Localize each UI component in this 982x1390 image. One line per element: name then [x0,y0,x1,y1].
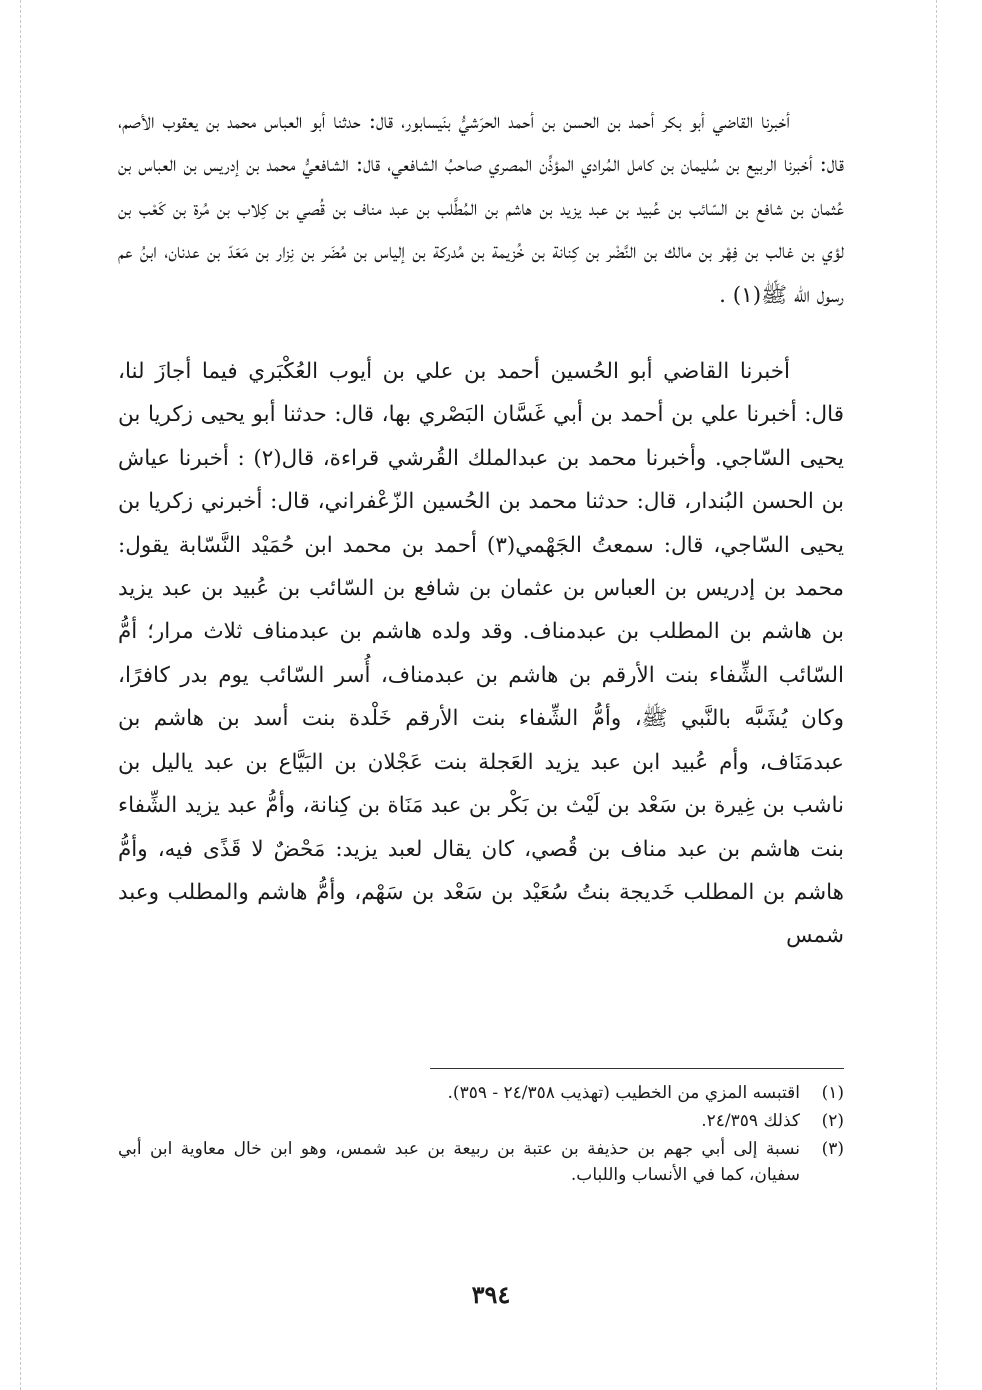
footnote-text: كذلك ٢٤/٣٥٩. [701,1111,800,1131]
footnote-1 [118,1080,844,1106]
scan-artifact-line-left [20,0,21,1390]
footnote-text: اقتبسه المزي من الخطيب (تهذيب ٢٤/٣٥٨ - ٣٥٩). [447,1083,800,1103]
footnote-number: (٣) [821,1139,844,1159]
page-number: ٣٩٤ [471,1280,511,1309]
scan-artifact-line-right [936,0,937,1390]
footnotes [118,1080,844,1190]
footnote-divider [430,1068,844,1069]
footnote-3 [118,1136,844,1188]
footnote-text: نسبة إلى أبي جهم بن حذيفة بن عتبة بن ربيعة بن عبد شمس، وهو ابن خال معاوية ابن أبي سفيان، كما في الأنساب واللباب. [118,1139,800,1185]
paragraph-1: أخبرنا القاضي أبو بكر أحمد بن الحسن بن أحمد الحرَشيُّ بنَيسابور، قال: حدثنا أبو العباس محمد بن يعقوب الأصم، قال: أخبرنا الربيع بن سُليمان بن كامل المُرادي المؤذِّن المصري صاحبُ الشافعي، قال: الشافعيُّ محمد بن إدريس بن العباس بن عُثمان بن شافع بن السّائب بن عُبيد بن عبد يزيد بن هاشم بن المُطَّلب بن عبد مناف بن قُصي بن كِلاب بن مُرة بن كَعْب بن لؤي بن غالب بن فِهْر بن مالك بن النَّضْر بن كِنانة بن خُزيمة بن مُدركة بن إلياس بن مُضَر بن نِزار بن مَعَدّ بن عدنان، ابنُ عم رسول الله ﷺ(١) . [118,109,844,308]
paragraph-2: أخبرنا القاضي أبو الحُسين أحمد بن علي بن أيوب العُكْبَري فيما أجازَ لنا، قال: أخبرنا علي بن أحمد بن أبي غَسَّان البَصْري بها، قال: حدثنا أبو يحيى زكريا بن يحيى السّاجي. وأخبرنا محمد بن عبدالملك القُرشي قراءة، قال(٢) : أخبرنا عياش بن الحسن البُندار، قال: حدثنا محمد بن الحُسين الزّعْفراني، قال: أخبرني زكريا بن يحيى السّاجي، قال: سمعتُ الجَهْمي(٣) أحمد بن محمد ابن حُمَيْد النَّسّابة يقول: محمد بن إدريس بن العباس بن عثمان بن شافع بن السّائب بن عُبيد بن عبد يزيد بن هاشم بن المطلب بن عبدمناف. وقد ولده هاشم بن عبدمناف ثلاث مرار؛ أمُّ السّائب الشِّفاء بنت الأرقم بن هاشم بن عبدمناف، أُسر السّائب يوم بدر كافرًا، وكان يُشَبَّه بالنَّبي ﷺ، وأمُّ الشِّفاء بنت الأرقم خَلْدة بنت أسد بن هاشم بن عبدمَنَاف، وأم عُبيد ابن عبد يزيد العَجلة بنت عَجْلان بن البَيَّاع بن عبد ياليل بن ناشب بن غِيرة بن سَعْد بن لَيْث بن بَكْر بن عبد مَنَاة بن كِنانة، وأمُّ عبد يزيد الشِّفاء بنت هاشم بن عبد مناف بن قُصي، كان يقال لعبد يزيد: مَحْضٌ لا قَذًى فيه، وأمُّ هاشم بن المطلب خَديجة بنتُ سُعَيْد بن سَعْد بن سَهْم، وأمُّ هاشم والمطلب وعبد شمس [118,359,845,949]
footnote-number: (١) [821,1083,844,1103]
footnote-number: (٢) [821,1111,844,1131]
main-text [118,100,844,958]
footnote-2 [118,1108,844,1134]
